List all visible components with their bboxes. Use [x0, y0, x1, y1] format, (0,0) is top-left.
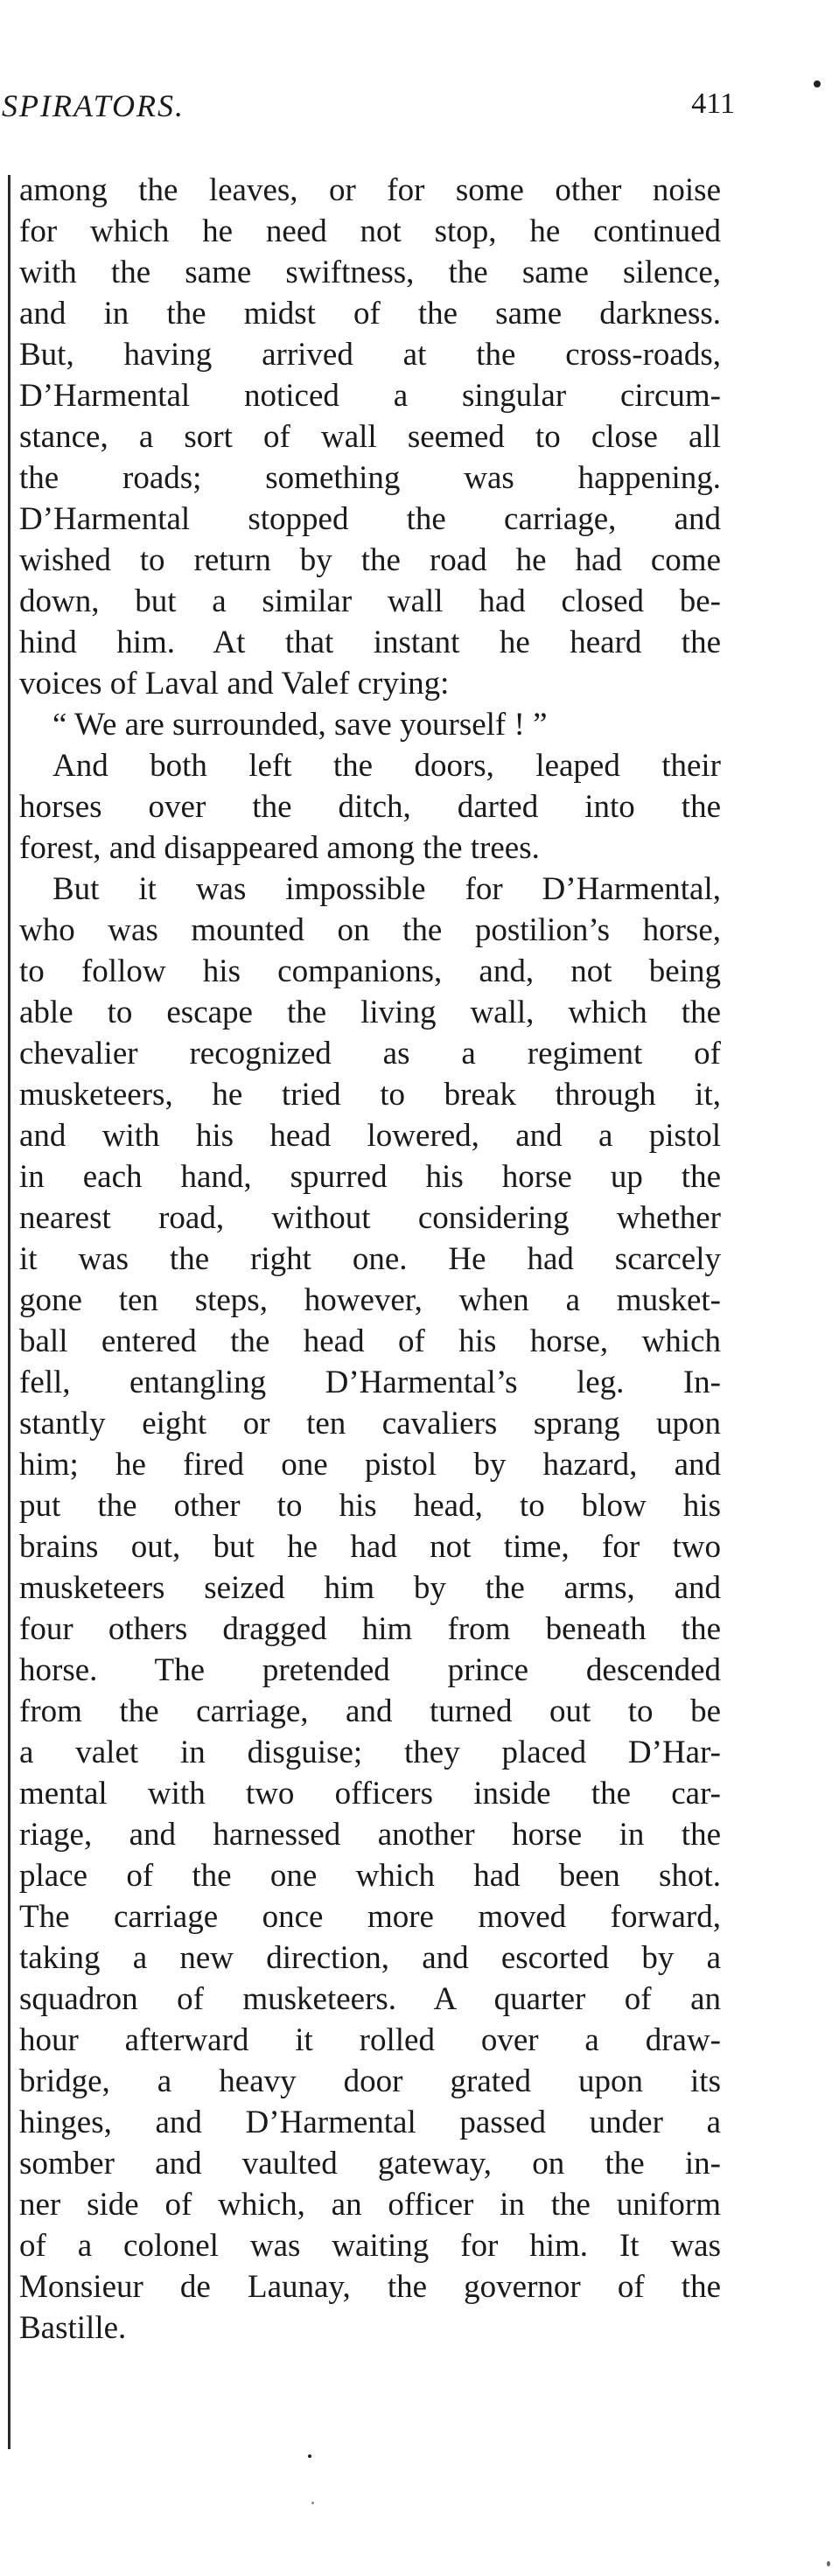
- text-line: And both left the doors, leaped their: [52, 748, 721, 784]
- text-line: horses over the ditch, darted into the: [19, 789, 721, 825]
- text-line: Bastille.: [19, 2310, 127, 2346]
- text-line: musketeers seized him by the arms, and: [19, 1570, 721, 1606]
- text-line: hind him. At that instant he heard the: [19, 625, 721, 660]
- text-line: for which he need not stop, he continued: [19, 213, 721, 249]
- text-line: down, but a similar wall had closed be-: [19, 583, 721, 619]
- ink-speck-bottom: [311, 2502, 314, 2504]
- text-line: who was mounted on the postilion’s horse,: [19, 912, 721, 948]
- ink-speck-corner: [827, 2561, 830, 2566]
- running-head: [0, 87, 735, 140]
- text-line: it was the right one. He had scarcely: [19, 1241, 721, 1277]
- text-line: D’Harmental stopped the carriage, and: [19, 501, 721, 537]
- text-line: four others dragged him from beneath the: [19, 1611, 721, 1647]
- text-line: bridge, a heavy door grated upon its: [19, 2063, 721, 2099]
- text-line: and with his head lowered, and a pistol: [19, 1118, 721, 1154]
- text-line: gone ten steps, however, when a musket-: [19, 1282, 721, 1318]
- running-title: SPIRATORS.: [2, 88, 185, 123]
- text-line: squadron of musketeers. A quarter of an: [19, 1981, 721, 2017]
- ink-speck-mid: [308, 2454, 311, 2458]
- text-line: nearest road, without considering whether: [19, 1200, 721, 1236]
- text-line: D’Harmental noticed a singular circum-: [19, 378, 721, 414]
- text-line: ball entered the head of his horse, which: [19, 1323, 721, 1359]
- text-line: mental with two officers inside the car-: [19, 1776, 721, 1812]
- text-line: and in the midst of the same darkness.: [19, 296, 721, 332]
- text-line: riage, and harnessed another horse in the: [19, 1817, 721, 1853]
- text-line: wished to return by the road he had come: [19, 542, 721, 578]
- text-line: hinges, and D’Harmental passed under a: [19, 2105, 721, 2140]
- text-line: ner side of which, an officer in the uniform: [19, 2187, 721, 2223]
- text-line: voices of Laval and Valef crying:: [19, 666, 450, 702]
- text-line: chevalier recognized as a regiment of: [19, 1036, 721, 1072]
- text-line: horse. The pretended prince descended: [19, 1652, 721, 1688]
- text-line: stantly eight or ten cavaliers sprang upon: [19, 1406, 721, 1442]
- ink-speck-top-right: [814, 80, 821, 87]
- page-number: 411: [691, 87, 735, 120]
- text-line: to follow his companions, and, not being: [19, 953, 721, 989]
- text-line: taking a new direction, and escorted by a: [19, 1940, 721, 1976]
- text-line: brains out, but he had not time, for two: [19, 1529, 721, 1565]
- text-line: But, having arrived at the cross-roads,: [19, 337, 721, 373]
- text-line: of a colonel was waiting for him. It was: [19, 2228, 721, 2264]
- text-line: in each hand, spurred his horse up the: [19, 1159, 721, 1195]
- text-line: musketeers, he tried to break through it,: [19, 1077, 721, 1113]
- text-line: among the leaves, or for some other noise: [19, 172, 721, 208]
- text-line: with the same swiftness, the same silence,: [19, 255, 721, 290]
- margin-rule: [8, 175, 10, 2449]
- text-line: “ We are surrounded, save yourself ! ”: [52, 707, 548, 743]
- text-column: [19, 170, 721, 2349]
- text-line: fell, entangling D’Harmental’s leg. In-: [19, 1365, 721, 1400]
- text-line: able to escape the living wall, which the: [19, 995, 721, 1030]
- text-line: a valet in disguise; they placed D’Har-: [19, 1735, 721, 1770]
- text-line: the roads; something was happening.: [19, 460, 721, 496]
- text-line: place of the one which had been shot.: [19, 1858, 721, 1894]
- text-line: stance, a sort of wall seemed to close all: [19, 419, 721, 455]
- text-line: put the other to his head, to blow his: [19, 1488, 721, 1524]
- text-line: him; he fired one pistol by hazard, and: [19, 1447, 721, 1483]
- text-line: from the carriage, and turned out to be: [19, 1693, 721, 1729]
- text-line: The carriage once more moved forward,: [19, 1899, 721, 1935]
- text-line: forest, and disappeared among the trees.: [19, 830, 540, 866]
- text-line: But it was impossible for D’Harmental,: [52, 871, 721, 907]
- text-line: Monsieur de Launay, the governor of the: [19, 2269, 721, 2305]
- text-line: somber and vaulted gateway, on the in-: [19, 2146, 721, 2182]
- text-line: hour afterward it rolled over a draw-: [19, 2022, 721, 2058]
